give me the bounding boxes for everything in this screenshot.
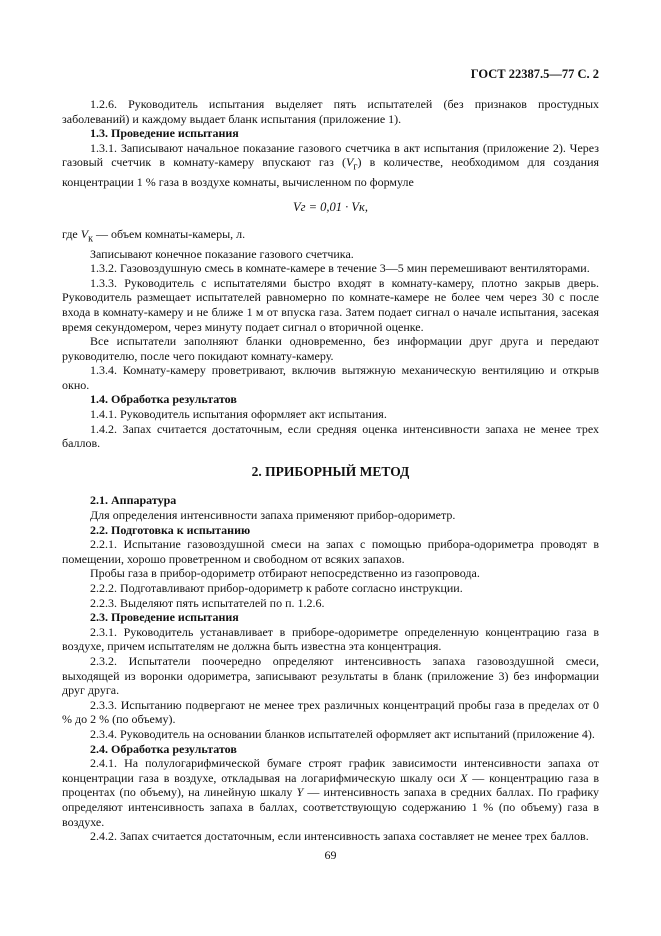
paragraph-fill-forms: Все испытатели заполняют бланки одновременно, без информации друг друга и передают руководителю, после чего покидают комнату-камеру. [62, 334, 599, 363]
document-header: ГОСТ 22387.5—77 С. 2 [470, 67, 599, 81]
paragraph-2-3-1: 2.3.1. Руководитель устанавливает в приборе-одориметре определенную концентрацию газа в воздухе, причем испытателям не должна быть известна эта концентрация. [62, 624, 599, 654]
heading-2-4: 2.4. Обработка результатов [90, 741, 237, 756]
paragraph-1-3-4: 1.3.4. Комнату-камеру проветривают, включив вытяжную механическую вентиляцию и открыв окно. [62, 363, 599, 392]
paragraph-final-count: Записывают конечное показание газового счетчика. [90, 246, 354, 261]
paragraph-1-4-2: 1.4.2. Запах считается достаточным, если средняя оценка интенсивности запаха не менее трех баллов. [62, 421, 599, 451]
heading-2-2: 2.2. Подготовка к испытанию [90, 522, 251, 537]
paragraph-1-3-1: 1.3.1. Записывают начальное показание газового счетчика в акт испытания (приложение 2). Через газовый счетчик в комнату-камеру впускают газ $(V_г)$ в количестве, необходимом для создания концентрации 1 % газа в воздухе комнаты, вычисленном по формуле [62, 140, 600, 190]
paragraph-samples: Пробы газа в прибор-одориметр отбирают непосредственно из газопровода. [90, 566, 480, 581]
paragraph-1-3-2: 1.3.2. Газовоздушную смесь в комнате-камере в течение 3—5 мин перемешивают вентиляторами. [90, 261, 590, 276]
paragraph-2-4-1: 2.4.1. На полулогарифмической бумаге строят график зависимости интенсивности запаха от концентрации газа в воздухе, откладывая на логарифмическую шкалу оси X — концентрацию газа в процентах (по объему), на линейную шкалу Y — интенсивность запаха в средних баллах. По графику определяют интенсивность запаха в баллах, соответствующую содержанию 1 % (по объему) газа в воздухе. [62, 756, 599, 829]
heading-2-3: 2.3. Проведение испытания [90, 610, 239, 625]
paragraph-2-2-2: 2.2.2. Подготавливают прибор-одориметр к работе согласно инструкции. [90, 581, 463, 595]
document-body [62, 97, 599, 844]
formula: Vг = 0,01 · Vк, [292, 199, 369, 214]
section-2-title: 2. ПРИБОРНЫЙ МЕТОД [251, 463, 410, 479]
paragraph-1-4-1: 1.4.1. Руководитель испытания оформляет акт испытания. [90, 407, 387, 422]
paragraph-2-3-4: 2.3.4. Руководитель на основании бланков испытателей оформляет акт испытаний (приложение 4). [90, 726, 595, 741]
paragraph-2-2-3: 2.2.3. Выделяют пять испытателей по п. 1.2.6. [90, 595, 325, 610]
paragraph-2-4-2: 2.4.2. Запах считается достаточным, если интенсивность запаха составляет не менее трех баллов. [90, 829, 589, 844]
heading-1-3: 1.3. Проведение испытания [90, 126, 239, 141]
paragraph-1-3-3: 1.3.3. Руководитель с испытателями быстро входят в комнату-камеру, плотно закрыв дверь. Руководитель размещает испытателей равномерно по комнате-камере не более чем через 30 с после входа в комнату-камеру и не ближе 1 м от впуска газа. Затем подает сигнал о начале испытания, засекая время секундомером, через минуту подает сигнал о вторичной оценке. [62, 275, 599, 334]
paragraph-1-2-6: 1.2.6. Руководитель испытания выделяет пять испытателей (без признаков простудных заболеваний) и каждому выдает бланк испытания (приложение 1). [62, 97, 599, 126]
paragraph-2-1: Для определения интенсивности запаха применяют прибор-одориметр. [90, 508, 456, 523]
heading-1-4: 1.4. Обработка результатов [90, 392, 237, 407]
paragraph-2-3-3: 2.3.3. Испытанию подвергают не менее трех различных концентраций пробы газа в пределах от 0 % до 2 % (по объему). [62, 697, 599, 727]
formula-explanation: где $V_к$ — объем комнаты-камеры, л. [62, 226, 246, 244]
heading-2-1: 2.1. Аппаратура [90, 493, 177, 508]
paragraph-2-2-1: 2.2.1. Испытание газовоздушной смеси на запах с помощью прибора-одориметра проводят в помещении, хорошо проветренном и свободном от всяких запахов. [62, 537, 599, 566]
page-number: 69 [324, 848, 337, 862]
paragraph-2-3-2: 2.3.2. Испытатели поочередно определяют интенсивность запаха газовоздушной смеси, выходящей из воронки одориметра, записывают результаты в бланк (приложение 3) без информации друг друга. [62, 653, 599, 698]
